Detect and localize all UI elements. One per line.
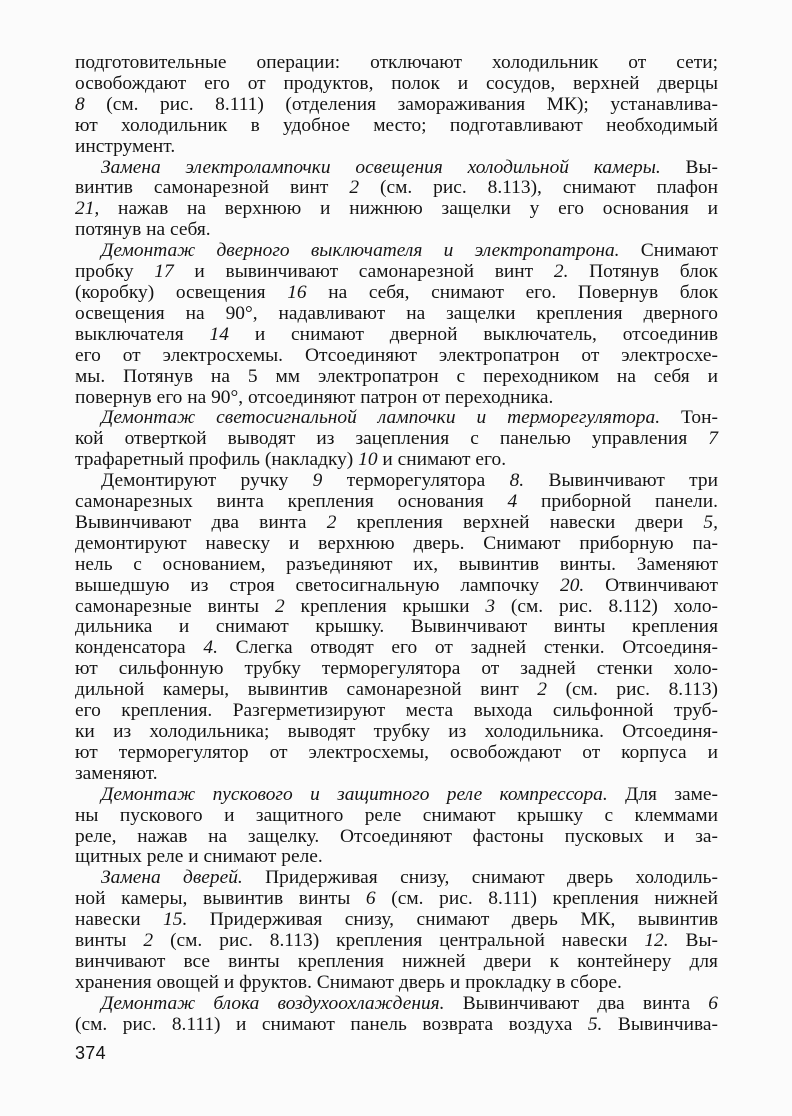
text-line (75, 513, 718, 534)
text-line (75, 492, 718, 513)
text-run: пробку (75, 261, 155, 283)
text-line (75, 283, 718, 304)
italic-text: 2. (553, 261, 569, 283)
italic-text: 2 (326, 511, 337, 533)
text-run: нель с основанием, разъединяют их, вывинтив винты. Заменяют (75, 553, 718, 575)
italic-text: 4. (203, 637, 218, 659)
text-line (75, 116, 718, 137)
text-line (75, 95, 718, 116)
paragraph (75, 408, 718, 471)
body-text (75, 53, 718, 1036)
text-run: инструмент. (75, 135, 176, 157)
text-line (75, 868, 718, 889)
text-line (75, 597, 718, 618)
italic-text: 4 (507, 491, 518, 513)
italic-text: 5. (587, 1013, 603, 1035)
paragraph (75, 994, 718, 1036)
text-line (75, 408, 718, 429)
italic-text: 7 (708, 428, 718, 450)
italic-text: 2 (349, 177, 360, 199)
italic-text: Демонтаж пускового и защитного реле компрессора. (101, 783, 608, 805)
text-line (75, 367, 718, 388)
text-run: дильника и снимают крышку. Вывинчивают винты крепления (75, 616, 718, 638)
text-run: освещения на 90°, надавливают на защелки крепления дверного (75, 302, 718, 324)
text-run: ны пускового и защитного реле снимают крышку с клеммами (75, 804, 718, 826)
text-line (75, 722, 718, 743)
text-line (75, 806, 718, 827)
italic-text: 21, (75, 198, 100, 220)
text-run: Для заме- (607, 783, 718, 805)
paragraph (75, 868, 718, 993)
text-run: (см. рис. 8.113), снимают плафон (359, 177, 718, 199)
text-run: терморегулятора (322, 470, 510, 492)
text-run: винты (75, 930, 144, 952)
text-line (75, 889, 718, 910)
text-line (75, 346, 718, 367)
paragraph (75, 241, 718, 408)
text-line (75, 534, 718, 555)
italic-text: 10 (358, 449, 378, 471)
text-run: Снимают (619, 240, 718, 262)
text-line (75, 931, 718, 952)
text-line (75, 994, 718, 1015)
text-line (75, 74, 718, 95)
italic-text: 20. (560, 574, 585, 596)
text-run: ной камеры, вывинтив винты (75, 888, 366, 910)
italic-text: Демонтаж блока воздухоохлаждения. (101, 992, 445, 1014)
text-run: на себя, снимают его. Повернув блок (306, 281, 719, 303)
italic-text: 2 (537, 679, 547, 701)
text-line (75, 53, 718, 74)
text-run: Вы- (668, 930, 718, 952)
text-line (75, 262, 718, 283)
text-run: и снимают дверной выключатель, отсоединив (228, 323, 718, 345)
text-line (75, 847, 718, 868)
text-line (75, 137, 718, 158)
italic-text: 8. (509, 470, 525, 492)
italic-text: 8 (75, 93, 85, 115)
text-run: (см. рис. 8.111) крепления нижней (375, 888, 718, 910)
text-run: щитных реле и снимают реле. (75, 846, 323, 868)
text-line (75, 220, 718, 241)
text-run: дильной камеры, вывинтив самонарезной винт (75, 679, 538, 701)
text-run: винчивают все винты крепления нижней двери к контейнеру для (75, 950, 718, 972)
text-run: нажав на верхнюю и нижнюю защелки у его основания и (99, 198, 718, 220)
text-run: ют холодильник в удобное место; подготавливают необходимый (75, 114, 718, 136)
text-run: Вы- (660, 156, 718, 178)
text-run: ки из холодильника; выводят трубку из холодильника. Отсоединя- (75, 721, 718, 742)
text-run: хранения овощей и фруктов. Снимают дверь и прокладку в сборе. (75, 971, 622, 993)
italic-text: Замена электролампочки освещения холодильной камеры. (101, 156, 661, 178)
text-run: ют терморегулятор от электросхемы, освобождают от корпуса и (75, 741, 718, 763)
italic-text: 3 (485, 595, 496, 617)
text-run: и вывинчивают самонарезной винт (173, 261, 554, 283)
text-line (75, 199, 718, 220)
text-run: навески (75, 909, 164, 931)
text-run: Вывинчивают два винта (75, 511, 327, 533)
paragraph (75, 158, 718, 242)
italic-text: 17 (154, 261, 174, 283)
text-run: (см. рис. 8.111) и снимают панель возврата воздуха (75, 1013, 588, 1035)
text-run: Придерживая снизу, снимают дверь холодиль- (242, 867, 718, 889)
text-line (75, 973, 718, 994)
text-run: потянув на себя. (75, 219, 211, 241)
text-run: демонтируют навеску и верхнюю дверь. Снимают приборную па- (75, 532, 718, 554)
text-line (75, 617, 718, 638)
text-line (75, 241, 718, 262)
text-run: подготовительные операции: отключают холодильник от сети; (75, 52, 718, 73)
text-line (75, 701, 718, 722)
italic-text: 6 (365, 888, 376, 910)
italic-text: 12. (644, 930, 669, 952)
text-run: и снимают его. (377, 449, 507, 471)
text-line (75, 743, 718, 764)
text-line (75, 827, 718, 848)
text-run: Слегка отводят его от задней стенки. Отсоединя- (217, 637, 719, 659)
text-run: Вывинчивают два винта (444, 992, 709, 1014)
text-line (75, 659, 718, 680)
text-run: ют сильфонную трубку терморегулятора от задней стенки холо- (75, 658, 718, 680)
text-run: реле, нажав на защелку. Отсоединяют фастоны пусковых и за- (75, 825, 718, 847)
text-run: Вывинчивают три (524, 470, 718, 492)
text-line (75, 576, 718, 597)
italic-text: 14 (209, 323, 229, 345)
text-run: самонарезных винта крепления основания (75, 491, 508, 513)
paragraph (75, 785, 718, 869)
text-run: освобождают его от продуктов, полок и сосудов, верхней дверцы (75, 72, 718, 94)
text-run: Потянув блок (568, 261, 718, 283)
italic-text: 16 (287, 281, 307, 303)
text-line (75, 304, 718, 325)
text-line (75, 178, 718, 199)
text-line (75, 910, 718, 931)
text-run: выключателя (75, 323, 210, 345)
text-run: его от электросхемы. Отсоединяют электропатрон от электросхе- (75, 344, 718, 366)
text-run: (см. рис. 8.113) (547, 679, 718, 701)
paragraph (75, 471, 718, 785)
italic-text: Демонтаж дверного выключателя и электропатрона. (101, 240, 620, 262)
text-run: (см. рис. 8.113) крепления центральной навески (153, 930, 645, 952)
italic-text: Демонтаж светосигнальной лампочки и терморегулятора. (101, 407, 661, 429)
text-line (75, 325, 718, 346)
italic-text: 5, (703, 511, 718, 533)
text-run: Тон- (660, 407, 718, 429)
text-line (75, 471, 718, 492)
text-run: самонарезные винты (75, 595, 275, 617)
text-run: мы. Потянув на 5 мм электропатрон с переходником на себя и (75, 365, 718, 387)
text-line (75, 158, 718, 179)
text-run: повернув его на 90°, отсоединяют патрон от переходника. (75, 386, 554, 408)
text-line (75, 450, 718, 471)
italic-text: 9 (312, 470, 323, 492)
paragraph (75, 53, 718, 158)
text-run: Отвинчивают (584, 574, 718, 596)
text-line (75, 764, 718, 785)
text-line (75, 388, 718, 409)
text-run: крепления крышки (284, 595, 486, 617)
italic-text: Замена дверей. (101, 867, 243, 889)
text-run: вышедшую из строя светосигнальную лампочку (75, 574, 560, 596)
text-run: трафаретный профиль (накладку) (75, 449, 359, 471)
text-line (75, 952, 718, 973)
page-number: 374 (75, 1043, 106, 1063)
text-line (75, 555, 718, 576)
text-line (75, 785, 718, 806)
italic-text: 2 (143, 930, 154, 952)
italic-text: 15. (163, 909, 188, 931)
text-run: его крепления. Разгерметизируют места выхода сильфонной труб- (75, 700, 718, 722)
text-run: крепления верхней навески двери (336, 511, 704, 533)
text-line (75, 638, 718, 659)
text-run: винтив самонарезной винт (75, 177, 350, 199)
text-run: (коробку) освещения (75, 281, 288, 303)
text-run: приборной панели. (517, 491, 718, 513)
text-line (75, 1015, 718, 1036)
text-run: заменяют. (75, 762, 158, 784)
text-run: кой отверткой выводят из зацепления с панелью управления (75, 428, 709, 450)
text-run: Придерживая снизу, снимают дверь МК, вывинтив (187, 909, 718, 931)
text-run: (см. рис. 8.112) холо- (495, 595, 719, 617)
text-run: Демонтируют ручку (101, 470, 313, 492)
text-line (75, 429, 718, 450)
italic-text: 6 (708, 992, 718, 1014)
text-run: Вывинчива- (602, 1013, 718, 1035)
italic-text: 2 (274, 595, 285, 617)
text-run: (см. рис. 8.111) (отделения замораживания МК); устанавлива- (84, 93, 718, 115)
text-run: конденсатора (75, 637, 204, 659)
text-line (75, 680, 718, 701)
